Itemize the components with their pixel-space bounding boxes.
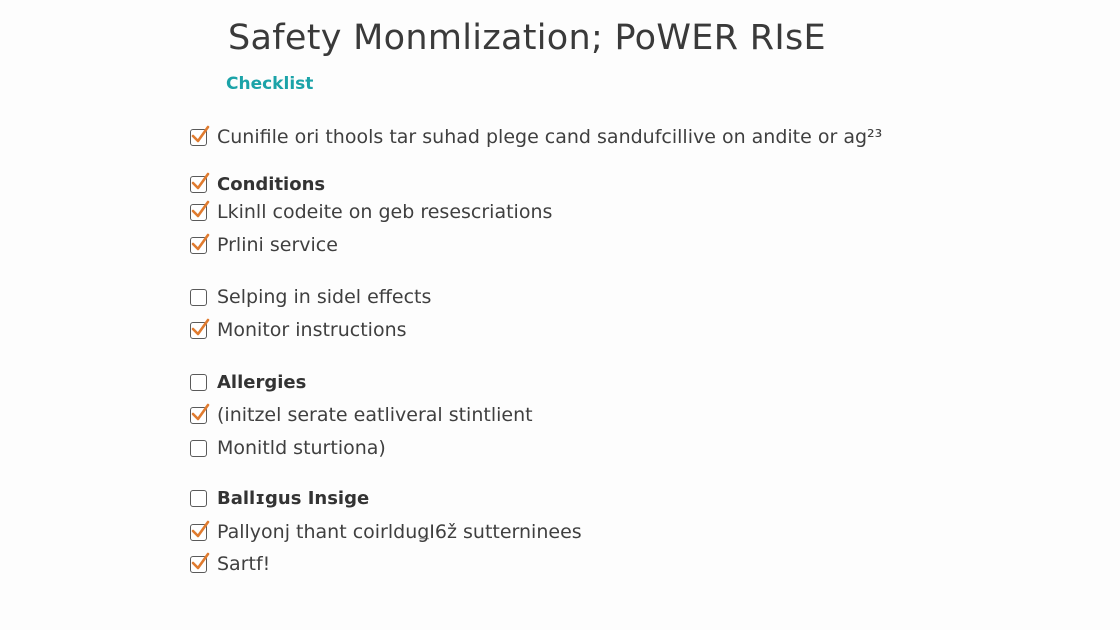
section-heading: Allergies xyxy=(217,372,307,393)
check-mark-icon xyxy=(190,200,210,220)
checkbox[interactable] xyxy=(190,374,207,391)
checkbox[interactable] xyxy=(190,129,207,146)
checklist-section-insige xyxy=(190,488,369,509)
checkbox[interactable] xyxy=(190,204,207,221)
checklist-section-conditions xyxy=(190,174,325,195)
checklist-item xyxy=(190,437,386,459)
checkbox[interactable] xyxy=(190,556,207,573)
checklist-item-label: Selping in sidel effects xyxy=(217,286,432,308)
check-mark-icon xyxy=(190,552,210,572)
checkbox[interactable] xyxy=(190,440,207,457)
checkbox[interactable] xyxy=(190,289,207,306)
checklist-item-label: Pallyonj thant coirlduǥI6ž sutterninees xyxy=(217,521,582,543)
check-mark-icon xyxy=(190,520,210,540)
checklist-item xyxy=(190,319,407,341)
checklist-item xyxy=(190,521,582,543)
checkbox[interactable] xyxy=(190,176,207,193)
checklist-item-label: (initzel serate eatliveral stintlient xyxy=(217,404,533,426)
check-mark-icon xyxy=(190,233,210,253)
checklist-item xyxy=(190,126,882,148)
check-mark-icon xyxy=(190,125,210,145)
checklist-section-allergies xyxy=(190,372,306,393)
checklist-subtitle: Checklist xyxy=(226,74,314,94)
checkbox[interactable] xyxy=(190,524,207,541)
checklist-item-label: Prlini service xyxy=(217,234,338,256)
section-heading: Ballɪgus Insige xyxy=(217,488,370,509)
checklist-item xyxy=(190,553,270,575)
checklist-item xyxy=(190,201,552,223)
page-title: Safety Monmlization; PoWER RIsE xyxy=(228,18,826,58)
checklist-item-label: Sartf! xyxy=(217,553,271,575)
checkbox[interactable] xyxy=(190,490,207,507)
checklist-item-label: Cunifile ori thools tar suhad plege cand sandufcillive on andite or ag²³ xyxy=(217,126,883,148)
check-mark-icon xyxy=(190,172,210,192)
checklist-item-label: Monitld sturtiona) xyxy=(217,437,386,459)
check-mark-icon xyxy=(190,403,210,423)
checklist-item xyxy=(190,404,533,426)
checkbox[interactable] xyxy=(190,237,207,254)
checklist-item xyxy=(190,286,431,308)
section-heading: Conditions xyxy=(217,174,326,195)
checklist-item xyxy=(190,234,338,256)
checklist-item-label: Monitor instructions xyxy=(217,319,407,341)
check-mark-icon xyxy=(190,318,210,338)
checkbox[interactable] xyxy=(190,322,207,339)
checkbox[interactable] xyxy=(190,407,207,424)
checklist-item-label: Lkinll codeite on geb resescriations xyxy=(217,201,553,223)
